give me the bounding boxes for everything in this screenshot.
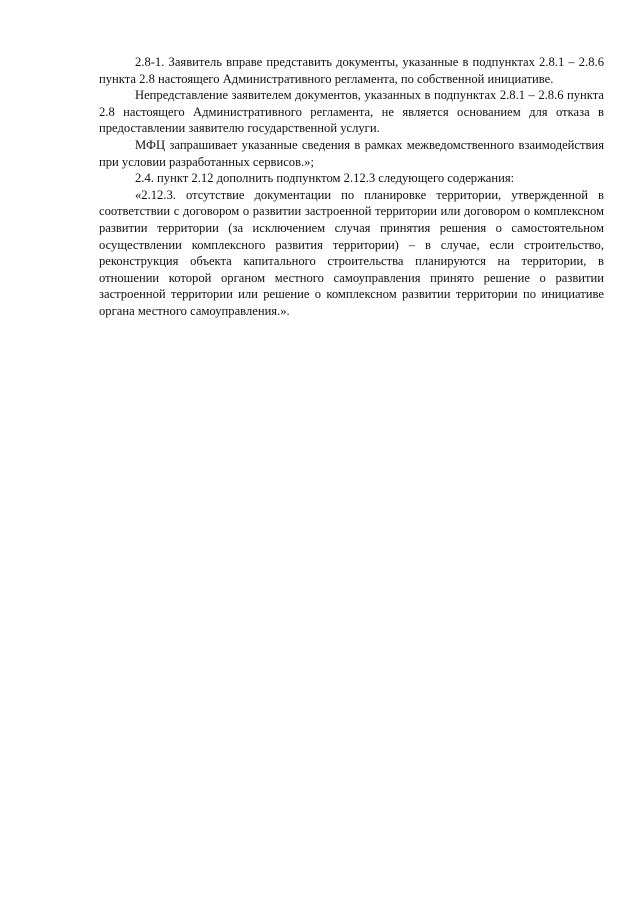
paragraph-2-12-3: «2.12.3. отсутствие документации по планировке территории, утвержденной в соответствии с договором о развитии застроенной территории или договором о комплексном развитии территории (за исключением случая принятия решения о самостоятельном осуществлении комплексного развития территории) – в случае, если строительство, реконструкция объекта капитального строительства планируются на территории, в отношении которой органом местного самоуправления принято решение о развитии застроенной территории или решение о комплексном развитии территории по инициативе органа местного самоуправления.». [99, 187, 604, 318]
paragraph-2-4: 2.4. пункт 2.12 дополнить подпунктом 2.12.3 следующего содержания: [135, 171, 515, 186]
document-body [99, 54, 604, 320]
paragraph-2-8-1: 2.8-1. Заявитель вправе представить документы, указанные в подпунктах 2.8.1 – 2.8.6 пункта 2.8 настоящего Административного регламента, по собственной инициативе. [99, 55, 604, 86]
paragraph-mfc-request: МФЦ запрашивает указанные сведения в рамках межведомственного взаимодействия при условии разработанных сервисов.»; [99, 137, 604, 169]
paragraph-non-submission: Непредставление заявителем документов, указанных в подпунктах 2.8.1 – 2.8.6 пункта 2.8 настоящего Административного регламента, не является основанием для отказа в предоставлении заявителю государственной услуги. [99, 88, 604, 136]
